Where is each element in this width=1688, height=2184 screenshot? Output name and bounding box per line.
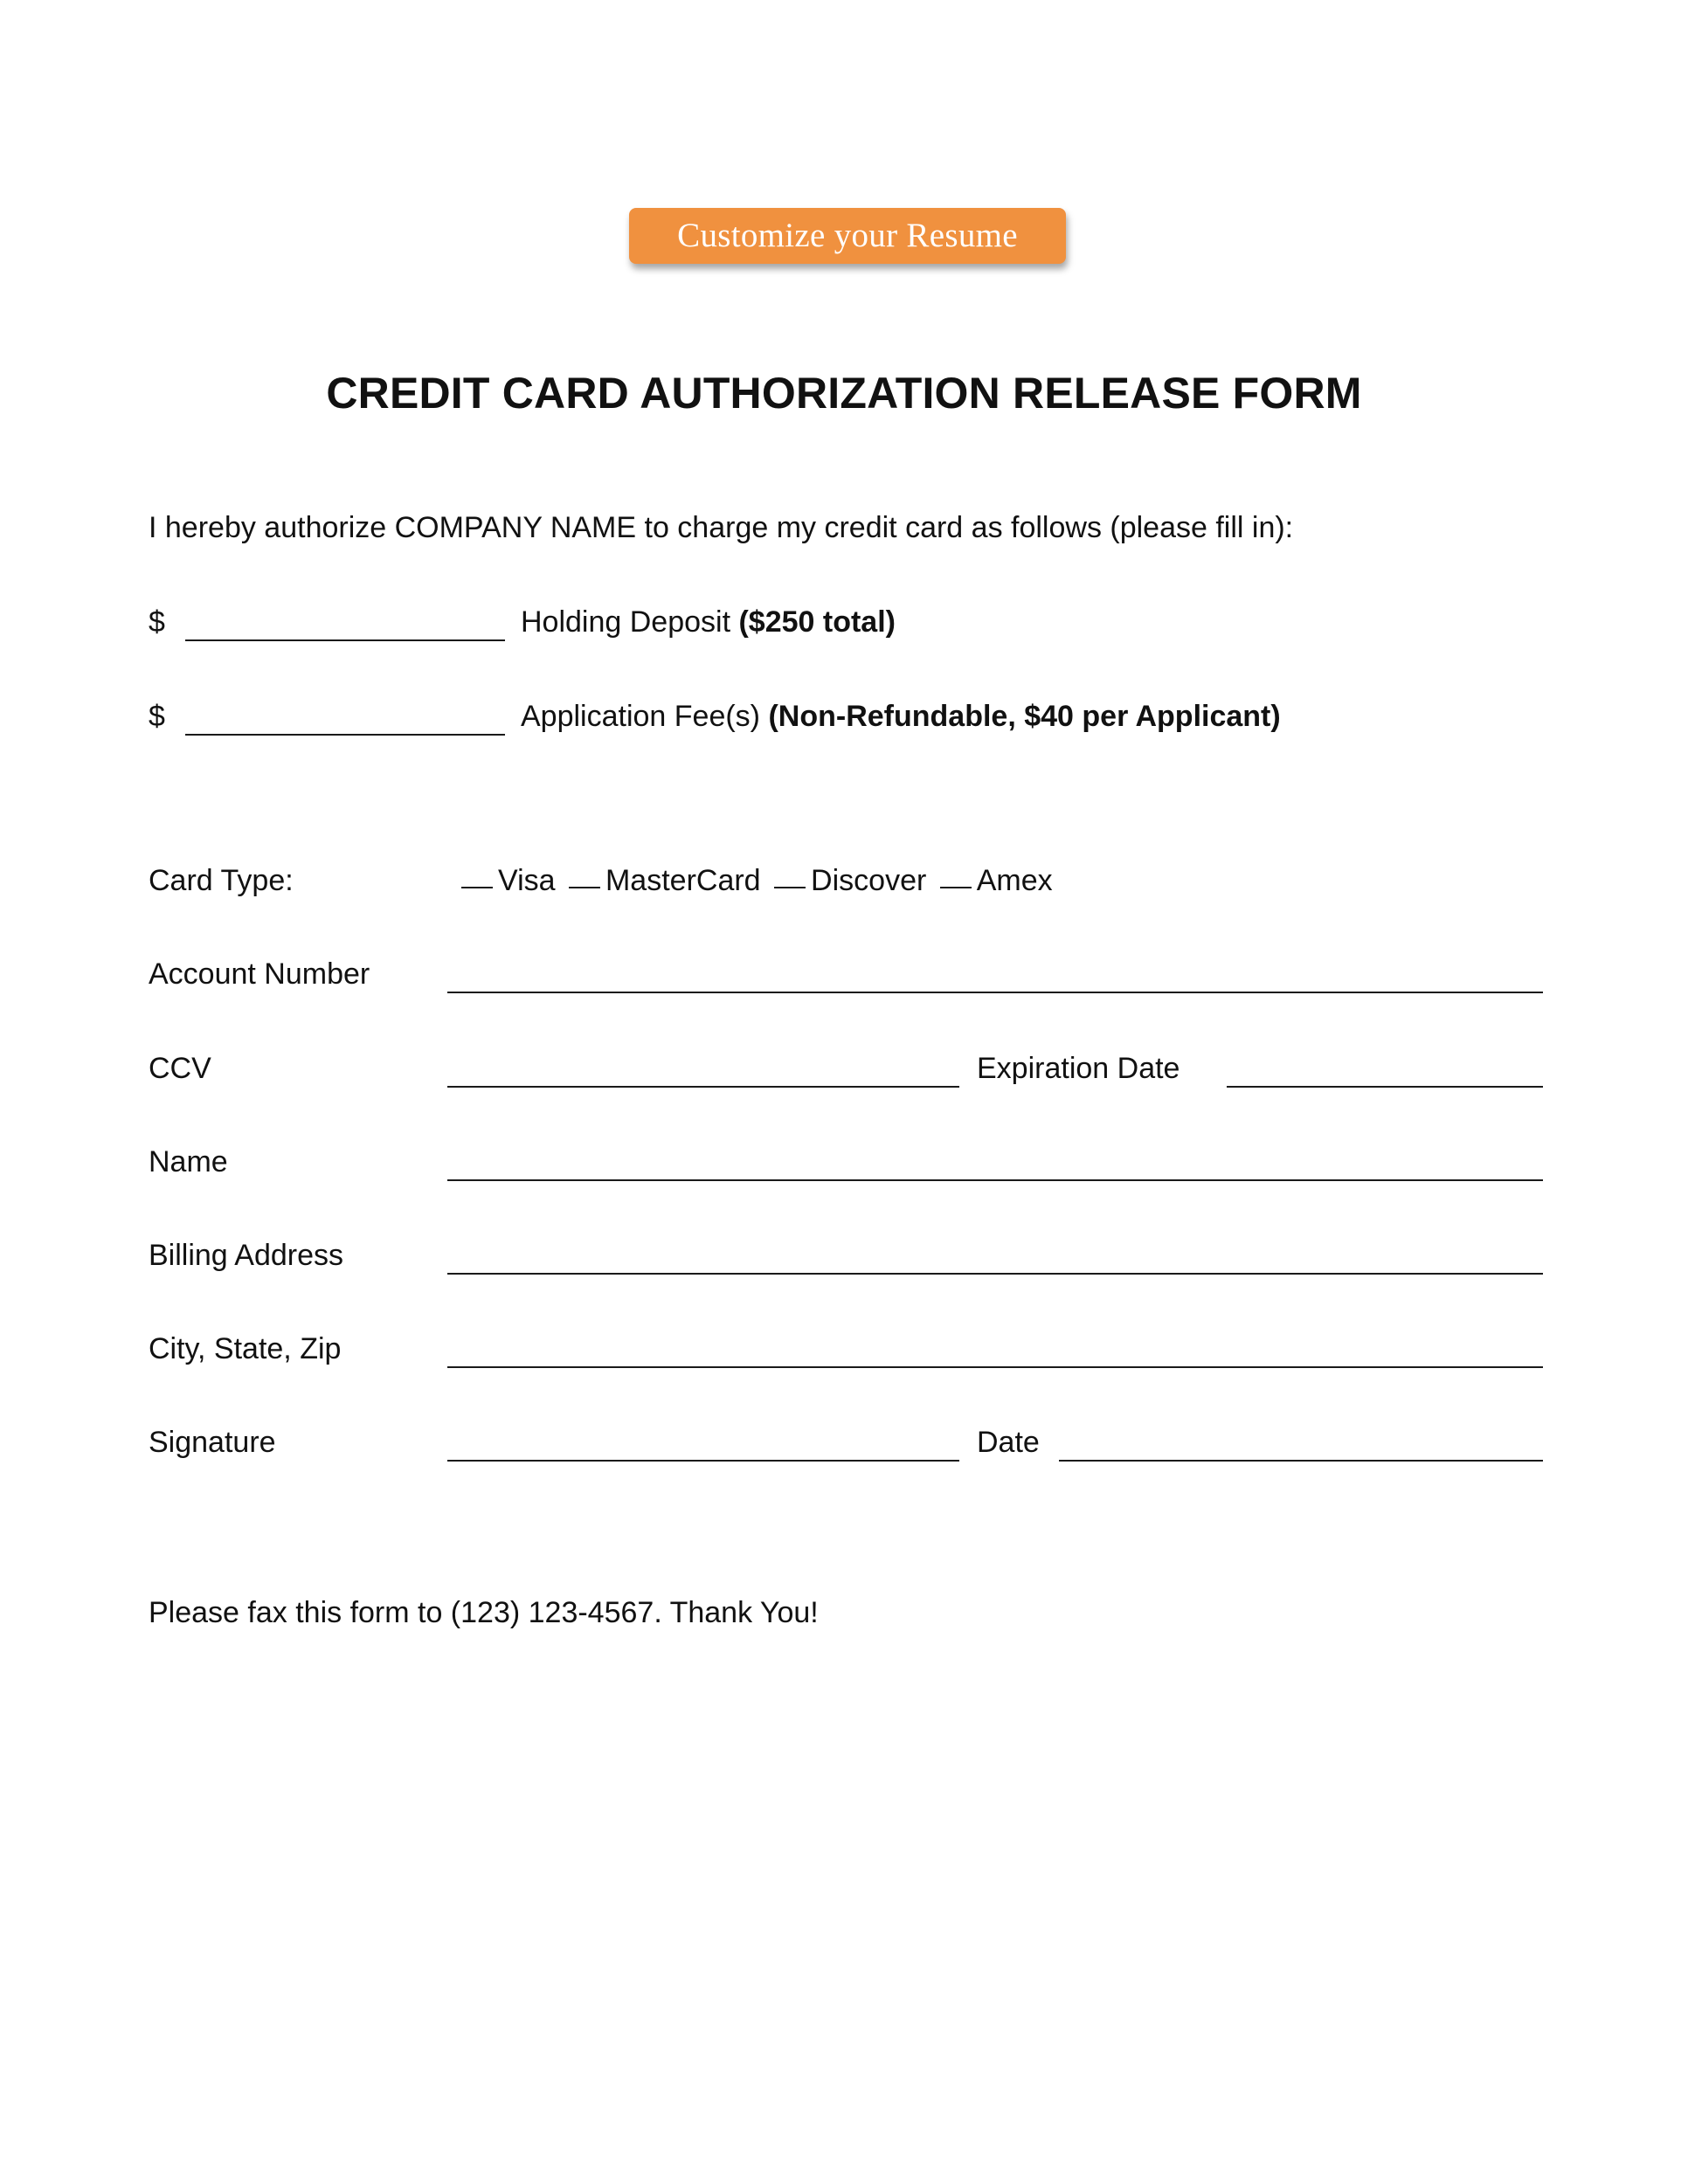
ccv-label: CCV: [149, 1052, 211, 1085]
card-type-label: Card Type:: [149, 864, 294, 897]
holding-deposit-text: Holding Deposit: [521, 605, 739, 639]
account-number-field[interactable]: [447, 992, 1543, 993]
fax-instructions: Please fax this form to (123) 123-4567. Thank You!: [149, 1596, 819, 1629]
card-option-discover[interactable]: [774, 863, 926, 898]
ccv-field[interactable]: [447, 1086, 959, 1088]
signature-field[interactable]: [447, 1460, 959, 1462]
customize-resume-button[interactable]: Customize your Resume: [629, 208, 1066, 264]
amex-label: Amex: [976, 864, 1053, 897]
city-state-zip-label: City, State, Zip: [149, 1332, 342, 1365]
holding-deposit-amount-field[interactable]: [185, 639, 505, 641]
billing-address-field[interactable]: [447, 1273, 1543, 1275]
currency-symbol-fee: $: [149, 700, 165, 733]
visa-label: Visa: [498, 864, 556, 897]
card-option-mastercard[interactable]: [569, 863, 761, 898]
mastercard-label: MasterCard: [605, 864, 761, 897]
name-label: Name: [149, 1145, 228, 1178]
signature-label: Signature: [149, 1426, 276, 1459]
visa-checkbox-line[interactable]: [461, 887, 493, 888]
billing-address-label: Billing Address: [149, 1239, 344, 1272]
account-number-label: Account Number: [149, 957, 370, 991]
date-label: Date: [977, 1426, 1040, 1459]
mastercard-checkbox-line[interactable]: [569, 887, 600, 888]
holding-deposit-label: [521, 605, 896, 639]
form-title: CREDIT CARD AUTHORIZATION RELEASE FORM: [326, 369, 1362, 418]
authorization-intro: I hereby authorize COMPANY NAME to charge my credit card as follows (please fill in):: [149, 511, 1294, 544]
expiration-date-label: Expiration Date: [977, 1052, 1180, 1085]
city-state-zip-field[interactable]: [447, 1366, 1543, 1368]
application-fee-text: Application Fee(s): [521, 700, 769, 733]
currency-symbol-deposit: $: [149, 605, 165, 639]
discover-label: Discover: [811, 864, 927, 897]
application-fee-detail: (Non-Refundable, $40 per Applicant): [768, 700, 1281, 733]
application-fee-amount-field[interactable]: [185, 734, 505, 736]
expiration-date-field[interactable]: [1227, 1086, 1543, 1088]
discover-checkbox-line[interactable]: [774, 887, 806, 888]
date-field[interactable]: [1059, 1460, 1543, 1462]
card-type-options: [461, 863, 1058, 898]
name-field[interactable]: [447, 1179, 1543, 1181]
amex-checkbox-line[interactable]: [940, 887, 972, 888]
card-option-amex[interactable]: [940, 863, 1053, 898]
holding-deposit-detail: ($250 total): [738, 605, 896, 639]
application-fee-label: [521, 699, 1281, 734]
card-option-visa[interactable]: [461, 863, 556, 898]
